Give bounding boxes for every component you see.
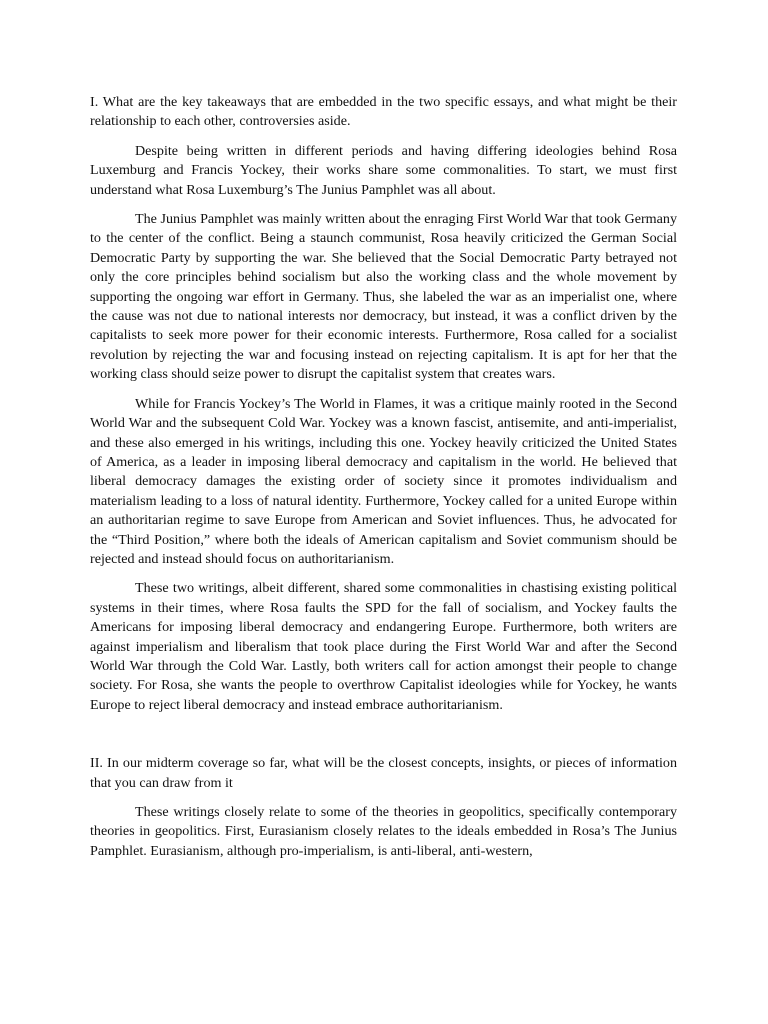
paragraph: These two writings, albeit different, shared some commonalities in chastising existing political systems in their times, where Rosa faults the SPD for the fall of socialism, and Yockey faults the Americans for imposing liberal democracy and endangering Europe. Furthermore, both writers are against imperialism and liberalism that took place during the First World War and after the Second World War through the Cold War. Lastly, both writers call for action amongst their people to change society. For Rosa, she wants the people to overthrow Capitalist ideologies while for Yockey, he wants Europe to reject liberal democracy and instead embrace authoritarianism. xyxy=(90,580,677,713)
paragraph: The Junius Pamphlet was mainly written about the enraging First World War that took Germany to the center of the conflict. Being a staunch communist, Rosa heavily criticized the German Social Democratic Party by supporting the war. She believed that the Social Democratic Party betrayed not only the core principles behind socialism but also the working class and the whole movement by supporting the ongoing war effort in Germany. Thus, she labeled the war as an imperialist one, where the cause was not due to national interests nor democracy, but instead, it was a conflict driven by the capitalists to seek more power for their economic interests. Furthermore, Rosa called for a socialist revolution by rejecting the war and focusing instead on rejecting capitalism. It is apt for her that the working class should seize power to disrupt the capitalist system that creates wars. xyxy=(90,211,677,383)
question-1: I. What are the key takeaways that are embedded in the two specific essays, and what might be their relationship to each other, controversies aside. xyxy=(90,94,677,130)
question-2: II. In our midterm coverage so far, what will be the closest concepts, insights, or pieces of information that you can draw from it xyxy=(90,755,677,791)
section-1 xyxy=(90,93,677,715)
document-page xyxy=(90,93,677,871)
section-spacer xyxy=(90,725,677,754)
section-2 xyxy=(90,754,677,861)
paragraph: Despite being written in different periods and having differing ideologies behind Rosa Luxemburg and Francis Yockey, their works share some commonalities. To start, we must first understand what Rosa Luxemburg’s The Junius Pamphlet was all about. xyxy=(90,142,677,198)
paragraph: While for Francis Yockey’s The World in Flames, it was a critique mainly rooted in the Second World War and the subsequent Cold War. Yockey was a known fascist, antisemite, and anti-imperialist, and these also emerged in his writings, including this one. Yockey heavily criticized the United States of America, as a leader in imposing liberal democracy and capitalism in the world. He believed that liberal democracy damages the existing order of society since it promotes individualism and materialism leading to a loss of natural identity. Furthermore, Yockey called for a united Europe within an authoritarian regime to save Europe from American and Soviet influences. Thus, he advocated for the “Third Position,” where both the ideals of American capitalism and Soviet communism should be rejected and instead should focus on authoritarianism. xyxy=(90,395,677,567)
paragraph: These writings closely relate to some of the theories in geopolitics, specifically contemporary theories in geopolitics. First, Eurasianism closely relates to the ideals embedded in Rosa’s The Junius Pamphlet. Eurasianism, although pro-imperialism, is anti-liberal, anti-western, xyxy=(90,804,677,859)
